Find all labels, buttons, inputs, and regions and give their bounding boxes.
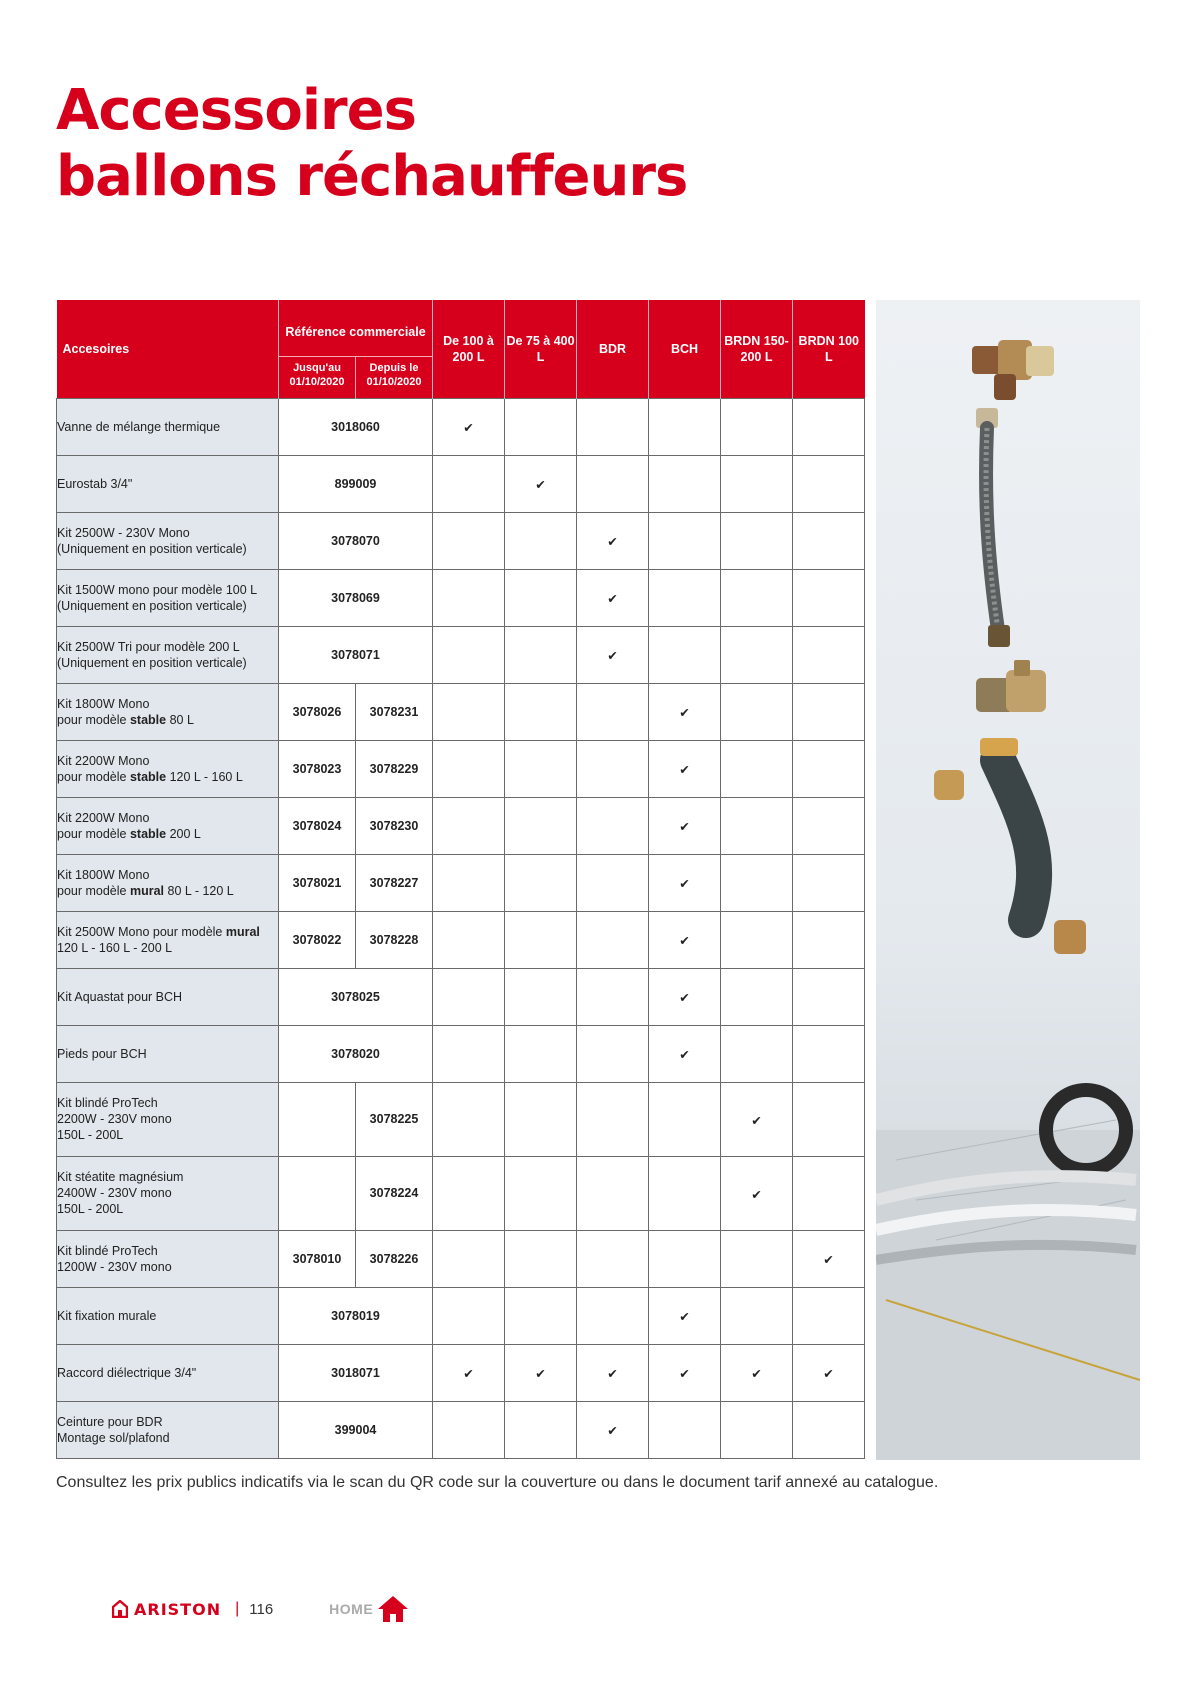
- compatibility-cell: [793, 1082, 865, 1156]
- accessory-name-text: Kit fixation murale: [57, 1308, 157, 1323]
- row-reference-old: 3078010: [279, 1230, 356, 1287]
- compatibility-cell: [505, 740, 577, 797]
- compatibility-cell: [505, 1287, 577, 1344]
- row-accessory-name: [57, 626, 279, 683]
- check-icon: ✔: [607, 1424, 618, 1439]
- compatibility-cell: [793, 968, 865, 1025]
- check-icon: ✔: [535, 1367, 546, 1382]
- compatibility-cell: [649, 569, 721, 626]
- brand-name: ARISTON: [134, 1599, 222, 1619]
- compatibility-cell: [721, 1344, 793, 1401]
- compatibility-cell: [505, 1401, 577, 1458]
- header-model-2: De 75 à 400 L: [505, 300, 577, 398]
- accessory-name-text: Pieds pour BCH: [57, 1046, 147, 1061]
- compatibility-cell: [577, 626, 649, 683]
- header-accessoires: Accesoires: [57, 300, 279, 398]
- check-icon: ✔: [535, 478, 546, 493]
- row-reference: 3078019: [279, 1287, 433, 1344]
- compatibility-cell: [433, 1401, 505, 1458]
- table-body: [57, 398, 865, 1458]
- row-accessory-name: [57, 398, 279, 455]
- compatibility-cell: [721, 911, 793, 968]
- compatibility-cell: [505, 1156, 577, 1230]
- compatibility-cell: [433, 1082, 505, 1156]
- brass-fitting-illustration: [976, 660, 1046, 712]
- compatibility-cell: [793, 1287, 865, 1344]
- row-accessory-name: [57, 1025, 279, 1082]
- check-icon: ✔: [607, 649, 618, 664]
- accessory-name-text: Kit blindé ProTech 1200W - 230V mono: [57, 1243, 172, 1274]
- check-icon: ✔: [463, 1367, 474, 1382]
- flex-hose-illustration: [976, 408, 1010, 647]
- header-model-1: De 100 à 200 L: [433, 300, 505, 398]
- compatibility-cell: [649, 968, 721, 1025]
- accessory-name-text: Kit 2200W Mono: [57, 810, 150, 825]
- table-row: [57, 1025, 865, 1082]
- ariston-house-icon: [112, 1600, 128, 1618]
- check-icon: ✔: [751, 1367, 762, 1382]
- compatibility-cell: [793, 1156, 865, 1230]
- header-model-5: BRDN 150-200 L: [721, 300, 793, 398]
- check-icon: ✔: [607, 592, 618, 607]
- brand-logo: [112, 1600, 221, 1619]
- accessory-name-emphasis: stable: [129, 826, 167, 841]
- compatibility-cell: [505, 398, 577, 455]
- check-icon: ✔: [607, 1367, 618, 1382]
- page-title-line2: ballons réchauffeurs: [56, 144, 688, 209]
- compatibility-cell: [433, 398, 505, 455]
- header-model-3: BDR: [577, 300, 649, 398]
- compatibility-cell: [649, 398, 721, 455]
- row-reference-new: 3078229: [356, 740, 433, 797]
- compatibility-cell: [793, 455, 865, 512]
- table-row: [57, 740, 865, 797]
- table-row: [57, 683, 865, 740]
- price-footnote: Consultez les prix publics indicatifs via le scan du QR code sur la couverture ou dans le document tarif annexé au catalogue.: [56, 1474, 939, 1491]
- table-row: [57, 1344, 865, 1401]
- compatibility-cell: [721, 1025, 793, 1082]
- header-model-4: BCH: [649, 300, 721, 398]
- compatibility-cell: [433, 797, 505, 854]
- row-accessory-name: [57, 1082, 279, 1156]
- compatibility-cell: [649, 911, 721, 968]
- row-reference: 899009: [279, 455, 433, 512]
- compatibility-cell: [793, 1230, 865, 1287]
- accessory-name-text: 80 L - 120 L: [164, 883, 234, 898]
- accessory-name-text: Kit 2500W Mono pour modèle: [57, 924, 226, 939]
- row-reference-new: 3078225: [356, 1082, 433, 1156]
- compatibility-cell: [721, 1287, 793, 1344]
- page-number: 116: [249, 1600, 274, 1618]
- compatibility-cell: [577, 1401, 649, 1458]
- compatibility-cell: [505, 683, 577, 740]
- check-icon: ✔: [751, 1113, 762, 1128]
- row-reference-new: 3078227: [356, 854, 433, 911]
- check-icon: ✔: [679, 991, 690, 1006]
- compatibility-cell: [433, 740, 505, 797]
- compatibility-cell: [433, 1156, 505, 1230]
- accessory-name-text: pour modèle: [57, 883, 130, 898]
- row-reference-old: 3078026: [279, 683, 356, 740]
- compatibility-cell: [505, 512, 577, 569]
- compatibility-cell: [433, 968, 505, 1025]
- compatibility-cell: [721, 398, 793, 455]
- row-accessory-name: [57, 569, 279, 626]
- compatibility-cell: [721, 455, 793, 512]
- compatibility-cell: [577, 1156, 649, 1230]
- accessory-name-text: Kit stéatite magnésium 2400W - 230V mono 150L - 200L: [57, 1170, 184, 1216]
- compatibility-cell: [721, 854, 793, 911]
- row-reference-new: 3078231: [356, 683, 433, 740]
- row-accessory-name: [57, 512, 279, 569]
- compatibility-cell: [649, 1082, 721, 1156]
- row-accessory-name: [57, 1401, 279, 1458]
- check-icon: ✔: [607, 535, 618, 550]
- compatibility-cell: [721, 797, 793, 854]
- row-reference: 3078070: [279, 512, 433, 569]
- compatibility-cell: [433, 512, 505, 569]
- compatibility-cell: [721, 626, 793, 683]
- check-icon: ✔: [679, 1367, 690, 1382]
- compatibility-cell: [721, 1401, 793, 1458]
- compatibility-cell: [649, 1287, 721, 1344]
- header-model-6: BRDN 100 L: [793, 300, 865, 398]
- row-reference-old: 3078022: [279, 911, 356, 968]
- compatibility-cell: [433, 911, 505, 968]
- compatibility-cell: [505, 455, 577, 512]
- compatibility-cell: [793, 1401, 865, 1458]
- compatibility-cell: [721, 740, 793, 797]
- heating-element-illustration: [876, 1090, 1140, 1460]
- row-accessory-name: [57, 683, 279, 740]
- mixing-valve-illustration: [972, 340, 1054, 400]
- table-row: [57, 512, 865, 569]
- row-reference-old: [279, 1082, 356, 1156]
- compatibility-cell: [793, 911, 865, 968]
- accessory-name-text: Kit 1800W Mono: [57, 696, 150, 711]
- row-accessory-name: [57, 1344, 279, 1401]
- row-reference: 3018060: [279, 398, 433, 455]
- header-ref-old: Jusqu'au 01/10/2020: [279, 356, 356, 398]
- compatibility-cell: [649, 1156, 721, 1230]
- compatibility-cell: [793, 683, 865, 740]
- row-accessory-name: [57, 1230, 279, 1287]
- compatibility-cell: [433, 1344, 505, 1401]
- accessory-name-text: Kit blindé ProTech 2200W - 230V mono 150L - 200L: [57, 1096, 172, 1142]
- row-accessory-name: [57, 1156, 279, 1230]
- compatibility-cell: [505, 1344, 577, 1401]
- compatibility-cell: [649, 854, 721, 911]
- accessory-name-emphasis: stable: [129, 769, 167, 784]
- accessory-name-text: pour modèle: [57, 712, 130, 727]
- accessory-name-text: 200 L: [166, 826, 201, 841]
- row-accessory-name: [57, 968, 279, 1025]
- accessory-name-text: pour modèle: [57, 769, 130, 784]
- row-reference: 3078025: [279, 968, 433, 1025]
- accessory-name-text: Kit 1800W Mono: [57, 867, 150, 882]
- compatibility-cell: [793, 398, 865, 455]
- compatibility-cell: [649, 1401, 721, 1458]
- compatibility-cell: [505, 569, 577, 626]
- row-reference-old: 3078023: [279, 740, 356, 797]
- check-icon: ✔: [823, 1367, 834, 1382]
- compatibility-cell: [721, 512, 793, 569]
- accessories-photo: [876, 300, 1140, 1460]
- row-reference: 399004: [279, 1401, 433, 1458]
- table-row: [57, 797, 865, 854]
- compatibility-cell: [433, 1025, 505, 1082]
- compatibility-cell: [433, 1230, 505, 1287]
- table-row: [57, 398, 865, 455]
- table-row: [57, 626, 865, 683]
- compatibility-cell: [505, 911, 577, 968]
- accessory-name-text: Ceinture pour BDR Montage sol/plafond: [57, 1414, 170, 1445]
- accessory-name-text: Kit 2500W - 230V Mono (Uniquement en position verticale): [57, 525, 247, 556]
- dielectric-elbow-illustration: [934, 738, 1086, 954]
- compatibility-cell: [577, 569, 649, 626]
- compatibility-cell: [577, 455, 649, 512]
- compatibility-cell: [505, 797, 577, 854]
- table-row: [57, 968, 865, 1025]
- check-icon: ✔: [751, 1187, 762, 1202]
- check-icon: ✔: [679, 1048, 690, 1063]
- check-icon: ✔: [679, 763, 690, 778]
- page-footer: [112, 1594, 409, 1624]
- compatibility-cell: [433, 1287, 505, 1344]
- compatibility-cell: [505, 626, 577, 683]
- table-row: [57, 1156, 865, 1230]
- table-row: [57, 911, 865, 968]
- compatibility-cell: [433, 626, 505, 683]
- compatibility-cell: [577, 398, 649, 455]
- compatibility-cell: [793, 569, 865, 626]
- table-row: [57, 455, 865, 512]
- compatibility-cell: [433, 854, 505, 911]
- accessory-name-text: pour modèle: [57, 826, 130, 841]
- compatibility-cell: [577, 911, 649, 968]
- accessory-name-text: Vanne de mélange thermique: [57, 419, 221, 434]
- compatibility-cell: [433, 569, 505, 626]
- compatibility-cell: [577, 797, 649, 854]
- compatibility-cell: [793, 1344, 865, 1401]
- compatibility-cell: [649, 626, 721, 683]
- accessory-name-text: Raccord diélectrique 3/4": [57, 1365, 197, 1380]
- accessories-table: [56, 300, 865, 1459]
- compatibility-cell: [793, 797, 865, 854]
- accessory-name-text: 120 L - 160 L: [166, 769, 243, 784]
- check-icon: ✔: [679, 934, 690, 949]
- accessory-name-text: Kit 2500W Tri pour modèle 200 L (Uniquement en position verticale): [57, 639, 247, 670]
- row-reference: 3078020: [279, 1025, 433, 1082]
- table-header: [57, 300, 865, 398]
- row-reference-old: 3078021: [279, 854, 356, 911]
- compatibility-cell: [649, 797, 721, 854]
- page-title-line1: Accessoires: [56, 78, 416, 143]
- row-reference-new: 3078224: [356, 1156, 433, 1230]
- row-accessory-name: [57, 854, 279, 911]
- row-accessory-name: [57, 740, 279, 797]
- compatibility-cell: [721, 1082, 793, 1156]
- accessory-name-emphasis: stable: [129, 712, 167, 727]
- compatibility-cell: [577, 854, 649, 911]
- accessory-name-text: Eurostab 3/4": [57, 476, 133, 491]
- compatibility-cell: [649, 512, 721, 569]
- accessory-name-text: Kit Aquastat pour BCH: [57, 989, 183, 1004]
- home-link[interactable]: [329, 1595, 409, 1623]
- row-accessory-name: [57, 455, 279, 512]
- compatibility-cell: [577, 740, 649, 797]
- compatibility-cell: [505, 1025, 577, 1082]
- compatibility-cell: [433, 455, 505, 512]
- compatibility-cell: [577, 968, 649, 1025]
- compatibility-cell: [793, 1025, 865, 1082]
- accessory-name-emphasis: mural: [225, 924, 260, 939]
- compatibility-cell: [433, 683, 505, 740]
- compatibility-cell: [649, 1025, 721, 1082]
- compatibility-cell: [721, 683, 793, 740]
- check-icon: ✔: [679, 706, 690, 721]
- row-accessory-name: [57, 911, 279, 968]
- table-row: [57, 1401, 865, 1458]
- compatibility-cell: [577, 1025, 649, 1082]
- table-row: [57, 1287, 865, 1344]
- row-reference: 3078069: [279, 569, 433, 626]
- page-title: [56, 78, 687, 210]
- row-reference-new: 3078226: [356, 1230, 433, 1287]
- compatibility-cell: [505, 1082, 577, 1156]
- home-icon[interactable]: [377, 1595, 409, 1623]
- compatibility-cell: [649, 1344, 721, 1401]
- row-reference-new: 3078230: [356, 797, 433, 854]
- table-row: [57, 569, 865, 626]
- row-reference: 3078071: [279, 626, 433, 683]
- compatibility-cell: [793, 854, 865, 911]
- table-row: [57, 1230, 865, 1287]
- compatibility-cell: [721, 968, 793, 1025]
- table-row: [57, 854, 865, 911]
- check-icon: ✔: [679, 1310, 690, 1325]
- header-ref-new: Depuis le 01/10/2020: [356, 356, 433, 398]
- compatibility-cell: [577, 683, 649, 740]
- compatibility-cell: [793, 740, 865, 797]
- compatibility-cell: [505, 968, 577, 1025]
- accessory-name-text: 120 L - 160 L - 200 L: [57, 940, 173, 955]
- compatibility-cell: [577, 1344, 649, 1401]
- header-reference: Référence commerciale: [279, 300, 433, 356]
- row-reference-new: 3078228: [356, 911, 433, 968]
- row-reference: 3018071: [279, 1344, 433, 1401]
- row-accessory-name: [57, 1287, 279, 1344]
- check-icon: ✔: [679, 877, 690, 892]
- row-reference-old: 3078024: [279, 797, 356, 854]
- accessory-name-emphasis: mural: [129, 883, 165, 898]
- table-row: [57, 1082, 865, 1156]
- compatibility-cell: [721, 569, 793, 626]
- compatibility-cell: [577, 512, 649, 569]
- footer-separator: |: [235, 1600, 240, 1617]
- compatibility-cell: [649, 1230, 721, 1287]
- check-icon: ✔: [679, 820, 690, 835]
- compatibility-cell: [721, 1230, 793, 1287]
- compatibility-cell: [649, 455, 721, 512]
- compatibility-cell: [577, 1082, 649, 1156]
- check-icon: ✔: [463, 421, 474, 436]
- product-photo-illustration: [876, 300, 1140, 1460]
- compatibility-cell: [649, 683, 721, 740]
- accessory-name-text: Kit 2200W Mono: [57, 753, 150, 768]
- home-label: HOME: [329, 1601, 374, 1617]
- compatibility-cell: [649, 740, 721, 797]
- compatibility-cell: [505, 1230, 577, 1287]
- row-reference-old: [279, 1156, 356, 1230]
- compatibility-cell: [793, 626, 865, 683]
- check-icon: ✔: [823, 1253, 834, 1268]
- compatibility-cell: [577, 1230, 649, 1287]
- compatibility-cell: [505, 854, 577, 911]
- compatibility-cell: [721, 1156, 793, 1230]
- compatibility-cell: [793, 512, 865, 569]
- compatibility-cell: [577, 1287, 649, 1344]
- accessory-name-text: 80 L: [166, 712, 194, 727]
- accessory-name-text: Kit 1500W mono pour modèle 100 L (Uniquement en position verticale): [57, 582, 258, 613]
- row-accessory-name: [57, 797, 279, 854]
